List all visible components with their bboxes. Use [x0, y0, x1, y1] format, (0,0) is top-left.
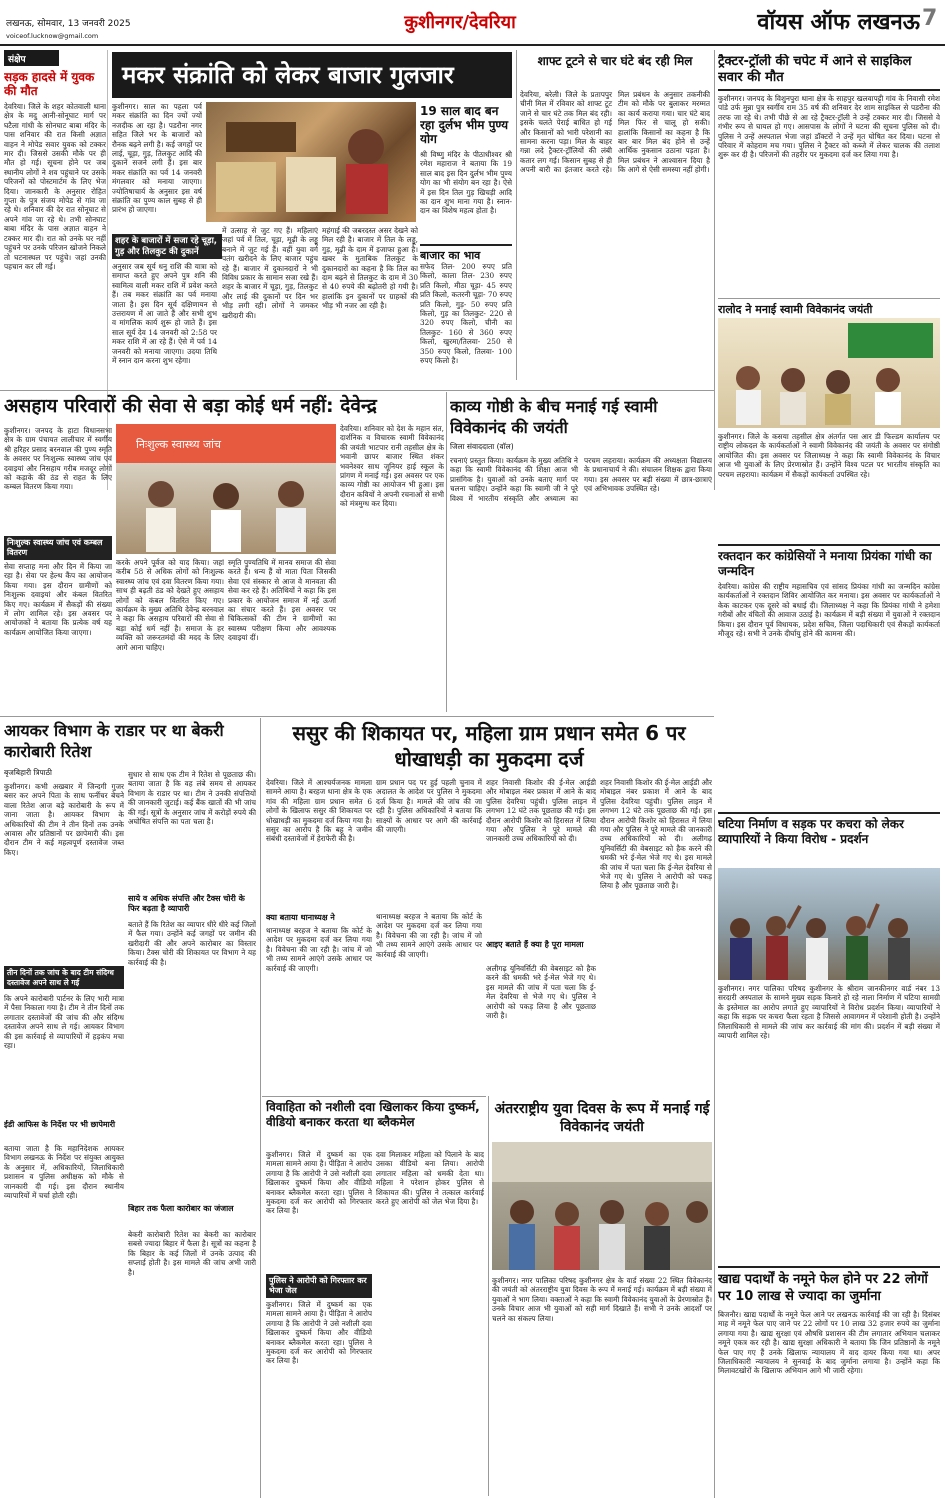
antar-caption: कुशीनगर। नगर पालिका परिषद कुशीनगर क्षेत्र के वार्ड संख्या 22 स्थित विवेकानंद की जयंती को अंतरराष्ट्रीय युवा दिवस के रूप में मनाई गई। कार्यक्रम में बड़ी संख्या में युवाओं ने भाग लिया। वक्ताओं ने कहा कि स्वामी विवेकानंद युवाओं के प्रेरणास्रोत हैं। उनके विचार आज भी युवाओं को सही मार्ग दिखाते हैं। सभी ने उनके आदर्शों पर चलने का संकल्प लिया।	[492, 1276, 712, 1323]
aaykar-byline: बृजबिहारी त्रिपाठी	[4, 768, 52, 777]
tractor-headline: ट्रैक्टर-ट्रॉली की चपेट में आने से साइकिल सवार की मौत	[718, 54, 940, 91]
kavya-body-1: देवरिया। शनिवार को देश के महान संत, दार्शनिक व विचारक स्वामी विवेकानंद की जयंती भाटपार रानी तहसील क्षेत्र के भवानी छापर बाजार स्थित शंकर भवनेश्वर साथ जूनियर हाई स्कूल के प्रांगण में मनाई गई। इस अवसर पर एक काव्य गोष्ठी का आयोजन भी हुआ। इस दौरान कवियों ने अपनी रचनाओं से सभी को मंत्रमुग्ध कर दिया।	[340, 424, 444, 509]
makar-body-1: कुशीनगर। साल का पहला पर्व मकर संक्रांति का दिन ज्यों ज्यों नजदीक आ रहा है। पडरौना नगर सहित जिले भर के बाजारों को रौनक बढ़ने लगी है। कई जगहों पर लाई, चूड़ा, गुड़, तिलकुट आदि की दुकानें सजने लगी हैं। इस बार मकर संक्रांति का पर्व 14 जनवरी मंगलवार को मनाया जाएगा। ज्योतिषाचार्य के अनुसार इस वर्ष संक्रांति का पुण्य काल सुबह से ही प्रारंभ हो जाएगा।	[112, 102, 202, 215]
bazar-body: सफेद तिल- 200 रुपए प्रति किलो, काला तिल- 230 रुपए प्रति किलो, मीठा चूड़ा- 45 रुपए प्रति किलो, कतरनी चूड़ा- 70 रुपए प्रति किलो, गुड़- 50 रुपए प्रति किलो, गुड़ का तिलकुट- 220 से 320 रुपए किलो, चीनी का तिलकुट- 160 से 360 रुपए किलो, खुरमा/तिलवा- 250 से 350 रुपए किलो, तिलवा- 100 रुपए किलो है।	[420, 262, 512, 366]
khadya-headline: खाद्य पदार्थों के नमूने फेल होने पर 22 लोगों पर 10 लाख से ज्यादा का जुर्माना	[718, 1266, 940, 1305]
sasur-subhead: क्या बताया थानाध्यक्ष ने	[266, 913, 335, 922]
paper-name: वॉयस ऑफ लखनऊ	[757, 10, 920, 35]
sankshep-1-title: सड़क हादसे में युवक की मौत	[4, 70, 95, 98]
nashili-body-1: कुशीनगर। जिले में दुष्कर्म का एक मामला सामने आया है। पीड़िता ने आरोप लगाया है कि आरोपी ने उसे नशीली दवा खिलाकर दुष्कर्म किया और वीडियो बनाकर ब्लैकमेल करता रहा। पुलिस ने मुकदमा दर्ज कर आरोपी को गिरफ्तार कर लिया है।	[266, 1150, 372, 1216]
nashili-subhead: पुलिस ने आरोपी को गिरफ्तार कर भेजा जेल	[266, 1274, 372, 1298]
sasur-body-1: देवरिया। जिले में आश्चर्यजनक मामला सामने आया है। बरहज थाना क्षेत्र के एक गांव की महिला ग्राम प्रधान समेत 6 लोगों के खिलाफ ससुर की शिकायत पर धोखाधड़ी का मुकदमा दर्ज किया गया है। ससुर का आरोप है कि बहू ने जमीन संबंधी दस्तावेजों में हेराफेरी की है।	[266, 778, 372, 844]
ralod-headline: रालोद ने मनाई स्वामी विवेकानंद जयंती	[718, 298, 940, 317]
nashili-body-2: दवा मिलाकर महिला को पिलाने के बाद उसका वीडियो बना लिया। आरोपी लगातार महिला को धमकी देता था। महिला ने परेशान होकर पुलिस से शिकायत की। पुलिस ने तत्काल कार्रवाई करते हुए आरोपी को जेल भेज दिया है।	[376, 1150, 484, 1207]
asahay-headline: असहाय परिवारों की सेवा से बड़ा कोई धर्म नहीं: देवेन्द्र	[4, 395, 377, 417]
sasur-body-2: ग्राम प्रधान पद पर हुई पहली चुनाव में अदालत के आदेश पर पुलिस ने मुकदमा दर्ज किया है। मामले की जांच की जा रही है। पुलिस अधिकारियों ने बताया कि साक्ष्यों के आधार पर आगे की कार्रवाई की जाएगी।	[376, 778, 482, 835]
sankshep-1-body: देवरिया। जिले के शहर कोतवाली थाना क्षेत्र के मदु आनी-सोनूघाट मार्ग पर घटैला गांधी के सोनघाट बाबा मंदिर के पास शनिवार की रात किसी अज्ञात वाहन ने मोपेड सवार युवक को टक्कर मार दी। जिससे उसकी मौके पर ही मौत हो गई। सूचना होने पर जब स्थानीय लोगों ने शव पहुंचाने पर उसके परिजनों को पोस्टमार्टम के लिए भेज दिया। जानकारी के अनुसार रोहित गुप्ता के पुत्र संजय मोपेड से गांव जा रहे थे। शनिवार की देर रात सोनूघाट से अपने गांव जा रहे थे। तभी सोनघाट बाबा मंदिर के पास अज्ञात वाहन ने टक्कर मार दी। रात को उनके घर नहीं पहुंचने पर उनके परिजन खोजने निकले तो घटनास्थल पर पहुंचे। जहां उनकी पहचान कर ली गई।	[4, 102, 106, 271]
aaykar-body-2: सुधार से साथ एक टीम ने रितेश से पूछताछ की। बताया जाता है कि वह लंबे समय से आयकर विभाग के राडार पर था। टीम ने उनकी संपत्तियों की जानकारी जुटाई। कई बैंक खातों की भी जांच की गई। सूत्रों के अनुसार जांच में करोड़ों रुपये की अघोषित संपत्ति का पता चला है।	[128, 770, 256, 827]
bhim-headline: 19 साल बाद बन रहा दुर्लभ भीम पुण्य योग	[420, 104, 509, 146]
makar-subhead: शहर के बाजारों में सजा रहे चूड़ा, गुड़ और तिलकुट की दुकानें	[112, 234, 222, 259]
sankshep-4-title: ईडी आफिस के निर्देश पर भी छापेमारी	[4, 1120, 116, 1129]
khadya-body: बिजनौर। खाद्य पदार्थों के नमूने फेल आने पर लखनऊ कार्रवाई की जा रही है। दिसंबर माह में नमूने फेल पाए जाने पर 22 लोगों पर 10 लाख 32 हजार रुपये का जुर्माना लगाया गया है। खाद्य सुरक्षा एवं औषधि प्रशासन की टीम लगातार अभियान चलाकर नमूने एकत्र कर रही है। खाद्य सुरक्षा अधिकारी ने बताया कि जिन प्रतिष्ठानों के नमूने फेल पाए गए हैं उनके खिलाफ न्यायालय में वाद दायर किया गया था। अपर जिलाधिकारी न्यायालय ने सुनवाई के बाद जुर्माना लगाया है। उन्होंने कहा कि मिलावटखोरों के खिलाफ अभियान आगे भी जारी रहेगा।	[718, 1310, 940, 1376]
aaykar-body-1: कुशीनगर। कभी अखबार में जिन्दगी गुजर बसर कर अपने पिता के साथ फर्नीचर बेचने वाला रितेश आज बड़े कारोबारी के रूप में जाना जाता है। आयकर विभाग के अधिकारियों की टीम ने तीन दिनों तक उनके आवास और प्रतिष्ठानों पर छापेमारी की। इस दौरान टीम ने कई महत्वपूर्ण दस्तावेज जब्त किए।	[4, 782, 124, 857]
kavya-body-2: रचनाएं प्रस्तुत किया। कार्यक्रम के मुख्य अतिथि ने कहा कि स्वामी विवेकानंद की शिक्षा आज भी प्रासंगिक है। युवाओं को उनके बताए मार्ग पर चलना चाहिए। उन्होंने कहा कि स्वामी जी ने पूरे विश्व में भारतीय संस्कृति और अध्यात्म का परचम लहराया। कार्यक्रम की अध्यक्षता विद्यालय के प्रधानाचार्य ने की। संचालन शिक्षक द्वारा किया गया। इस अवसर पर बड़ी संख्या में छात्र-छात्राएं एवं अभिभावक उपस्थित रहे।	[450, 456, 712, 503]
ralod-caption: कुशीनगर। जिले के कसया तहसील क्षेत्र अंतर्गत पस आर डी फिल्डम कार्यालय पर राष्ट्रीय लोकदल के कार्यकर्ताओं ने स्वामी विवेकानंद की जयंती के अवसर पर संगोष्ठी आयोजित की। इस अवसर पर जिलाध्यक्ष ने कहा कि स्वामी विवेकानंद के विचार आज भी युवाओं के लिए प्रेरणास्रोत हैं। उन्होंने विश्व पटल पर भारतीय संस्कृति का परचम लहराया। कार्यक्रम में सैकड़ों कार्यकर्ता उपस्थित रहे।	[718, 432, 940, 479]
page-number: 7	[922, 6, 938, 31]
kavya-byline: जिला संवाददाता (वॉल)	[450, 442, 514, 451]
asahay-event-photo	[116, 424, 336, 554]
sasur-body-4: शहर निवासी किशोर की ई-मेल आईडी और मोबाइल नंबर प्रकाश में आने के बाद पुलिस देवरिया पहुंची। पुलिस लाइन में लगभग 12 घंटे तक पूछताछ की गई। इस दौरान आरोपी किशोर को हिरासत में लिया गया और पुलिस ने पूरे मामले की जानकारी उच्च अधिकारियों को दी।	[486, 778, 596, 844]
makar-body-2: अनुसार जब सूर्य धनु राशि की यात्रा को समाप्त करते हुए अपने पुत्र शनि की स्वामित्व वाली मकर राशि में प्रवेश करते हैं। तब मकर संक्रांति का पर्व मनाया जाता है। इस दिन सूर्य दक्षिणायन से उत्तरायण में आ जाते हैं और सभी शुभ व मांगलिक कार्य शुरू हो जाते हैं। इस साल सूर्य देव 14 जनवरी को 2:58 पर मकर राशि में आ रहे हैं। ऐसे में पर्व 14 जनवरी को मनाया जाएगा। उदया तिथि में स्नान दान करना शुभ रहेगा।	[112, 262, 217, 366]
sankshep-3-body: कि अपने कारोबारी पार्टनर के लिए भारी मात्रा में पैसा निकाला गया है। टीम ने तीन दिनों तक लगातार दस्तावेजों की जांच की और संदिग्ध दस्तावेज अपने साथ ले गई। आयकर विभाग की इस कार्रवाई से व्यापारियों में हड़कंप मचा रहा।	[4, 994, 124, 1051]
tractor-body: कुशीनगर। जनपद के विशुनपुरा थाना क्षेत्र के साहपुर खलवापट्टी गांव के निवासी रमेश पांडे उर्फ मुन्ना पुत्र स्वर्गीय राम 35 वर्ष की शनिवार देर शाम साइकिल से पडरौना की तरफ जा रहे थे। तभी पीछे से आ रहे ट्रैक्टर-ट्रॉली ने उन्हें टक्कर मार दी। जिससे वे गंभीर रूप से घायल हो गए। आसपास के लोगों ने घटना की सूचना पुलिस को दी। पुलिस ने उन्हें अस्पताल भेजा जहां डॉक्टरों ने उन्हें मृत घोषित कर दिया। घटना से परिवार में कोहराम मच गया। पुलिस ने ट्रैक्टर को कब्जे में लेकर चालक की तलाश शुरू कर दी है। परिजनों की तहरीर पर मुकदमा दर्ज कर लिया गया है।	[718, 94, 940, 160]
mill-body: देवरिया, बरेली। जिले के प्रतापपुर चीनी मिल में रविवार को शाफ्ट टूट जाने से चार घंटे तक मिल बंद रही। इसके चलते पेराई बाधित हो गई और किसानों को भारी परेशानी का सामना करना पड़ा। मिल के बाहर गन्ना लदे ट्रैक्टर-ट्रॉलियों की लंबी कतार लग गई। किसान सुबह से ही अपनी बारी का इंतजार करते रहे। मिल प्रबंधन के अनुसार तकनीकी टीम को मौके पर बुलाकर मरम्मत का कार्य कराया गया। चार घंटे बाद मिल फिर से चालू हो सकी। हालांकि किसानों का कहना है कि बार बार मिल बंद होने से उन्हें आर्थिक नुकसान उठाना पड़ता है। मिल प्रबंधन ने आश्वासन दिया है कि आगे से ऐसी समस्या नहीं होगी।	[520, 90, 710, 175]
sankshep-column	[0, 50, 108, 490]
aaykar-body-3: बताते हैं कि रितेश का व्यापार धीरे धीरे कई जिलों में फैल गया। उन्होंने कई जगहों पर जमीन की खरीदारी की और अपने कारोबार का विस्तार किया। टैक्स चोरी की शिकायत पर विभाग ने यह कार्रवाई की है।	[128, 920, 256, 967]
section-name: कुशीनगर/देवरिया	[404, 12, 516, 33]
sankshep-2-body: सेवा सप्ताह मना और दिन में किया जा रहा है। सेवा पर हेल्थ कैंप का आयोजन किया गया। इस दौरान ग्रामीणों को निःशुल्क दवाइयां और कंबल वितरित किए गए। कार्यक्रम में सैकड़ों की संख्या में लोग शामिल रहे। इस अवसर पर आयोजकों ने बताया कि प्रत्येक वर्ष यह कार्यक्रम आयोजित किया जाएगा।	[4, 562, 112, 637]
ralod-photo	[718, 318, 940, 428]
sasur-body-3-cont: थानाध्यक्ष बरहज ने बताया कि कोर्ट के आदेश पर मुकदमा दर्ज कर लिया गया है। विवेचना की जा रही है। जांच में जो भी तथ्य सामने आएंगे उसके आधार पर कार्रवाई की जाएगी।	[376, 912, 482, 959]
bazar-headline: बाजार का भाव	[420, 244, 512, 263]
ghatiya-protest-photo	[718, 868, 940, 980]
sasur-body-4-cont: शहर निवासी किशोर की ई-मेल आईडी और मोबाइल नंबर प्रकाश में आने के बाद पुलिस देवरिया पहुंची। पुलिस लाइन में लगभग 12 घंटे तक पूछताछ की गई। इस दौरान आरोपी किशोर को हिरासत में लिया गया और पुलिस ने पूरे मामले की जानकारी उच्च अधिकारियों को दी।	[600, 778, 712, 844]
aaykar-subhead-2: बिहार तक फैला कारोबार का जंजाल	[128, 1204, 234, 1213]
bhim-body: श्री विष्णु मंदिर के पीठाधीश्वर श्री रमेश महाराज ने बताया कि 19 साल बाद इस दिन दुर्लभ भीम पुण्य योग का भी संयोग बन रहा है। ऐसे में इस दिन तिल गुड़ खिचड़ी आदि का दान शुभ माना गया है। स्नान-दान का विशेष महत्व होता है।	[420, 150, 512, 216]
sasur-subhead-2: आइए बताते हैं क्या है पूरा मामला	[486, 940, 584, 949]
makar-body-3: में उत्साह से जुट गए हैं। महिलाएं जहां पर्व में तिल, चूड़ा, मूढ़ी के लड्डू बनाने में जुट गई हैं। वहीं युवा वर्ग पतंग खरीदने के लिए बाजार पहुंच रहे हैं। बाजार में दुकानदारों ने भी विविध प्रकार के सामान सजा रखे हैं। शहर के बाजार में चूड़ा, गुड़, तिलकुट और लाई की दुकानों पर दिन भर भीड़ लगी रही। लोगों ने जमकर खरीदारी की।	[222, 226, 318, 320]
svg-text:निःशुल्क स्वास्थ्य जांच: निःशुल्क स्वास्थ्य जांच	[136, 438, 221, 451]
kavya-headline: काव्य गोष्ठी के बीच मनाई गई स्वामी विवेकानंद की जयंती	[450, 397, 658, 437]
makar-market-photo	[206, 102, 416, 222]
ghatiya-caption: कुशीनगर। नगर पालिका परिषद कुशीनगर के श्रीराम जानकीनगर वार्ड नंबर 13 सरदारी अस्पताल के सामने मुख्य सड़क किनारे हो रहे नाला निर्माण में घटिया सामग्री के इस्तेमाल का आरोप लगाते हुए व्यापारियों ने विरोध प्रदर्शन किया। व्यापारियों ने कहा कि सड़क पर कचरा फैला रहता है जिससे आवागमन में परेशानी होती है। उन्होंने जिलाधिकारी से मामले की जांच कर कार्रवाई की मांग की। प्रदर्शन में बड़ी संख्या में व्यापारी शामिल रहे।	[718, 984, 940, 1041]
nashili-body-1-cont: कुशीनगर। जिले में दुष्कर्म का एक मामला सामने आया है। पीड़िता ने आरोप लगाया है कि आरोपी ने उसे नशीली दवा खिलाकर दुष्कर्म किया और वीडियो बनाकर ब्लैकमेल करता रहा। पुलिस ने मुकदमा दर्ज कर आरोपी को गिरफ्तार कर लिया है।	[266, 1300, 372, 1366]
aaykar-headline: आयकर विभाग के राडार पर था बेकरी कारोबारी रितेश	[4, 721, 224, 761]
sasur-body-6	[376, 912, 482, 1092]
asahay-body-3: स्मृति पुण्यतिथि में मानव समाज की सेवा करते हैं। धन्य हैं वो माता पिता जिसकी सेवा एवं संस्कार से आज वे मानवता की सेवा कर रहे हैं। अतिथियों ने कहा कि इस प्रकार के आयोजन समाज में नई ऊर्जा का संचार करते हैं। इस अवसर पर चिकित्सकों की टीम ने ग्रामीणों का स्वास्थ्य परीक्षण किया और आवश्यक दवाइयां दीं।	[228, 558, 336, 643]
sasur-headline: ससुर की शिकायत पर, महिला ग्राम प्रधान समेत 6 पर धोखाधड़ी का मुकदमा दर्ज	[292, 721, 686, 771]
antar-event-photo	[492, 1142, 712, 1270]
makar-headline: मकर संक्रांति को लेकर बाजार गुलजार	[112, 52, 512, 98]
makar-body-4: महंगाई की जबरदस्त असर देखने को मिल रही है। बाजार में तिल के लड्डू, गुड़, मूढ़ी के दाम में इजाफा हुआ है। खबर के मुताबिक तिलकुट के दुकानदारों का कहना है कि तिल का दाम बढ़ने से तिलकुट के दाम में 30 से 40 रुपये की बढ़ोतरी हो गयी है। हालांकि इन दुकानों पर ग्राहकों की भीड़ भी नजर आ रही है।	[322, 226, 418, 311]
asahay-body-2: करके अपने पूर्वज को याद किया। जहां करीब 58 से अधिक लोगों को निःशुल्क स्वास्थ्य जांच एवं दवा वितरण किया गया। साथ ही बढ़ती ठंड को देखते हुए असहाय लोगों को कंबल वितरित किए गए। कार्यक्रम के मुख्य अतिथि देवेन्द्र बरनवाल ने कहा कि असहाय परिवारों की सेवा से बड़ा कोई धर्म नहीं है। समाज के हर व्यक्ति को जरूरतमंदों की मदद के लिए आगे आना चाहिए।	[116, 558, 224, 652]
sasur-body-5-cont: अलीगढ़ यूनिवर्सिटी की वेबसाइट को हैक करने की धमकी भरे ई-मेल भेजे गए थे। इस मामले की जांच में पता चला कि ई-मेल देवरिया से भेजे गए थे। पुलिस ने आरोपी को पकड़ लिया है और पूछताछ जारी है।	[600, 834, 712, 891]
sankshep-label: संक्षेप	[4, 50, 59, 66]
aaykar-subhead-1: साये व अधिक संपत्ति और टैक्स चोरी के फिर बढ़ता है व्यापारी	[128, 894, 245, 913]
masthead-date: लखनऊ, सोमवार, 13 जनवरी 2025	[6, 19, 131, 29]
ghatiya-headline: घटिया निर्माण व सड़क पर कचरा को लेकर व्यापारियों ने किया विरोध - प्रदर्शन	[718, 812, 940, 847]
asahay-banner: निःशुल्क स्वास्थ्य जांच एवं कम्बल वितरण	[4, 536, 112, 560]
masthead	[0, 0, 945, 46]
congress-headline: रक्तदान कर कांग्रेसियों ने मनाया प्रियंका गांधी का जन्मदिन	[718, 544, 940, 579]
sankshep-3-title: तीन दिनों तक जांच के बाद टीम संदिग्ध दस्तावेज अपने साथ ले गई	[4, 966, 124, 989]
antar-headline: अंतरराष्ट्रीय युवा दिवस के रूप में मनाई गई विवेकानंद जयंती	[494, 1101, 710, 1135]
sasur-body-5: अलीगढ़ यूनिवर्सिटी की वेबसाइट को हैक करने की धमकी भरे ई-मेल भेजे गए थे। इस मामले की जांच में पता चला कि ई-मेल देवरिया से भेजे गए थे। पुलिस ने आरोपी को पकड़ लिया है और पूछताछ जारी है।	[486, 964, 596, 1021]
mill-headline: शाफ्ट टूटने से चार घंटे बंद रही मिल	[537, 54, 693, 68]
nashili-body-3	[266, 1300, 372, 1494]
asahay-body-1: कुशीनगर। जनपद के हाटा विधानसभा क्षेत्र के ग्राम पंचायत लालीचार में स्वर्गीय श्री हरिहर प्रसाद बरनवाल की पुण्य स्मृति के अवसर पर निःशुल्क स्वास्थ्य जांच एवं दवाइयां और निसहाय गरीब मजदूर लोगों को कड़ाके की ठंड से राहत के लिए कम्बल वितरण किया गया।	[4, 426, 112, 492]
nashili-headline: विवाहिता को नशीली दवा खिलाकर किया दुष्कर्म, वीडियो बनाकर करता था ब्लैकमेल	[266, 1100, 480, 1129]
congress-body: देवरिया। कांग्रेस की राष्ट्रीय महासचिव एवं सांसद प्रियंका गांधी का जन्मदिन कांग्रेस कार्यकर्ताओं ने रक्तदान शिविर आयोजित कर मनाया। इस अवसर पर कार्यकर्ताओं ने केक काटकर एक दूसरे को बधाई दी। जिलाध्यक्ष ने कहा कि प्रियंका गांधी ने हमेशा गरीबों और वंचितों की आवाज उठाई है। कार्यक्रम में बड़ी संख्या में युवाओं ने रक्तदान किया। इस दौरान पूर्व विधायक, प्रदेश सचिव, जिला पदाधिकारी एवं सैकड़ों कार्यकर्ता मौजूद रहे। सभी ने उनके दीर्घायु होने की कामना की।	[718, 582, 940, 639]
sasur-body-3: थानाध्यक्ष बरहज ने बताया कि कोर्ट के आदेश पर मुकदमा दर्ज कर लिया गया है। विवेचना की जा रही है। जांच में जो भी तथ्य सामने आएंगे उसके आधार पर कार्रवाई की जाएगी।	[266, 926, 372, 973]
aaykar-body-4: बेकरी कारोबारी रितेश का बेकरी का कारोबार सबसे ज्यादा बिहार में फैला है। सूत्रों का कहना है कि बिहार के कई जिलों में उनके उत्पाद की सप्लाई होती है। इस मामले की जांच अभी जारी है।	[128, 1230, 256, 1277]
sankshep-4-body: बताया जाता है कि महानिदेशक आयकर विभाग लखनऊ के निर्देश पर संयुक्त आयुक्त के अनुसार में, अधिकारियों, जिलाधिकारी प्रशासन व पुलिस अधीक्षक को मौके से जानकारी दी गई। इस दौरान स्थानीय व्यापारियों में चर्चा होती रही।	[4, 1144, 124, 1201]
sasur-body-7	[600, 778, 712, 1094]
masthead-email[interactable]: voiceof.lucknow@gmail.com	[6, 32, 99, 40]
